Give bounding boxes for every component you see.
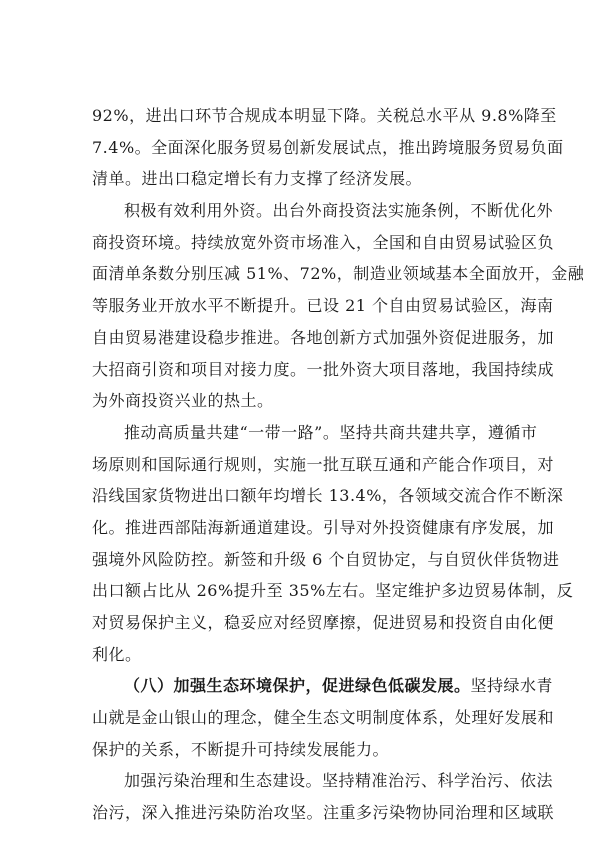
text-line: 92%，进出口环节合规成本明显下降。关税总水平从 9.8%降至 [92,106,557,125]
section-heading-line [92,670,554,702]
text-line: 对贸易保护主义，稳妥应对经贸摩擦，促进贸易和投资自由化便 [92,613,555,632]
text-line: 7.4%。全面深化服务贸易创新发展试点，推出跨境服务贸易负面 [92,137,564,157]
text-line: 为外商投资兴业的热土。 [92,391,274,411]
text-line: 面清单条数分别压减 51%、72%，制造业领域基本全面放开，金融 [92,264,585,284]
text-line: 强境外风险防控。新签和升级 6 个自贸协定，与自贸伙伴货物进 [92,549,560,569]
text-line: 保护的关系，不断提升可持续发展能力。 [92,739,390,759]
text-fragment: 坚持绿水青 [470,676,554,696]
text-line: 大招商引资和项目对接力度。一批外资大项目落地，我国持续成 [92,359,555,379]
text-line: 等服务业开放水平不断提升。已设 21 个自由贸易试验区，海南 [92,296,554,316]
text-line: 商投资环境。持续放宽外资市场准入，全国和自由贸易试验区负 [92,232,555,252]
body-text [92,100,585,829]
section-heading: （八）加强生态环境保护，促进绿色低碳发展。 [124,676,471,696]
text-line: 场原则和国际通行规则，实施一批互联互通和产能合作项目，对 [92,454,555,474]
text-line: 积极有效利用外资。出台外商投资法实施条例，不断优化外 [124,201,554,221]
text-line: 出口额占比从 26%提升至 35%左右。坚定维护多边贸易体制，反 [92,581,574,601]
text-line: 加强污染治理和生态建设。坚持精准治污、科学治污、依法 [124,771,554,791]
text-line: 山就是金山银山的理念，健全生态文明制度体系，处理好发展和 [92,708,555,728]
text-line: 推动高质量共建“一带一路”。坚持共商共建共享，遵循市 [124,422,538,442]
text-line: 沿线国家货物进出口额年均增长 13.4%，各领域交流合作不断深 [92,486,564,506]
text-line: 清单。进出口稳定增长有力支撑了经济发展。 [92,169,423,189]
text-line: 治污，深入推进污染防治攻坚。注重多污染物协同治理和区域联 [92,803,555,823]
text-line: 自由贸易港建设稳步推进。各地创新方式加强外资促进服务，加 [92,327,555,347]
text-line: 利化。 [92,644,142,664]
text-line: 化。推进西部陆海新通道建设。引导对外投资健康有序发展，加 [92,517,555,537]
